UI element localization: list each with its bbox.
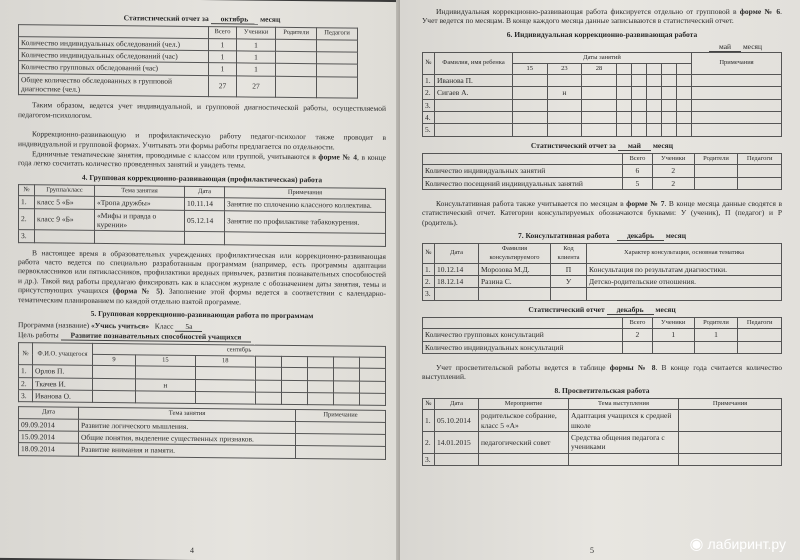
stat2-title: Статистический отчет за май месяц xyxy=(530,140,674,150)
stat3-table: Всего Ученики Родители Педагоги Количество групповых консультаций 2 1 1 Количество индивидуальных консультаций xyxy=(422,317,782,354)
table7-title: 7. Консультативная работа декабрь месяц xyxy=(517,231,687,240)
labirint-logo-icon: ◉ xyxy=(689,536,704,553)
table6-month: май месяц xyxy=(422,42,762,51)
table7: № Дата Фамилия консультируемого Код клиента Характер консультации, основная тематика 1. 10.12.14 Морозова М.Д. П Консультация по результатам диагностики. 2. 18.12.14 Разина С. У Детско-родительские отношения. 3. xyxy=(422,243,782,300)
table5-title: 5. Групповая коррекционно-развивающая работа по программам xyxy=(90,308,314,321)
table6-title: 6. Индивидуальная коррекционно-развивающая работа xyxy=(506,29,698,39)
paragraph: Единичные тематические занятия, проводимые с классом или группой, учитываются в форме № 4, в конце года легко сосчитать количество проведенных занятий и увидеть темы. xyxy=(18,149,386,170)
table4: № Группа/класс Тема занятия Дата Примечания 1. класс 5 «Б» «Тропа дружбы» 10.11.14 Занятие по сплочению классного коллектива. 2. класс 9 «Б» «Мифы и правда о курении» 05.12.14 Занятие по профилактике табакокурения. 3. xyxy=(18,184,386,246)
stat2-table: Всего Ученики Родители Педагоги Количество индивидуальных занятий 6 2 Количество посещений индивидуальных занятий 5 2 xyxy=(422,153,782,190)
paragraph: Консультативная работа также учитывается по месяцам в форме № 7. В конце месяца данные сводятся в статистический отчет. Категории консультируемых обозначаются буквами: У (ученик), П (педагог) и Р (родитель). xyxy=(422,198,782,227)
table4-title: 4. Групповая коррекционно-развивающая (профилактическая) работа xyxy=(81,172,323,184)
watermark xyxy=(690,534,786,554)
right-page xyxy=(400,0,800,560)
paragraph: Коррекционно-развивающую и профилактическую работу педагог-психолог также проводит в индивидуальной и групповой формах. Учитывать эти формы работы предлагается по отдельности. xyxy=(18,129,386,151)
paragraph: В настоящее время в образовательных учреждениях профилактическая или коррекционно-развивающая работа часто ведется по специально разработанным программам (например, есть программы адаптации первоклассников или пятиклассников, профилактики вредных привычек, развития познавательных способностей и др.). Такой вид работы предлагаю фиксировать как в классном журнале с обозначением даты занятия, темы и присутствующих учащихся (форма № 5). Заполнение этой формы ведется в соответствии с календарно-тематическим планированием по каждой отдельно взятой программе. xyxy=(18,247,386,306)
paragraph: Таким образом, ведется учет индивидуальной, и групповой диагностической работы, осуществляемой педагогом-психологом. xyxy=(18,100,386,120)
program-line: Программа (название) «Учись учиться» Класс 5а xyxy=(18,320,386,333)
page-number: 4 xyxy=(190,545,194,555)
table5: № Ф.И.О. учащегося сентябрь 9 15 18 1. Орлов П. 2. Ткачев И. н 3. Иванова О. xyxy=(18,342,386,406)
stat-report-table: Всего Ученики Родители Педагоги Количество индивидуальных обследований (чел.) 1 1 Количество индивидуальных обследований (час) 1 1 Количество групповых обследований (час) 1 1 Общее количество обследованных в групповой диагностике (чел.) 27 27 xyxy=(18,24,358,99)
table6: № Фамилия, имя ребенка Даты занятий Примечания 15 23 28 1. Иванова П. 2. Сигаев А. н 3. 4. 5. xyxy=(422,52,782,137)
page-number: 5 xyxy=(590,546,594,555)
goal-line: Цель работы Развитие познавательных способностей учащихся xyxy=(18,330,386,343)
paragraph: Индивидуальная коррекционно-развивающая работа фиксируется отдельно от групповой в форме № 6. Учет ведется по месяцам. В конце каждого месяца данные записываются в статистический отчет. xyxy=(422,7,782,26)
paragraph: Учет просветительской работы ведется в таблице формы № 8. В конце года считается количество выступлений. xyxy=(422,363,783,382)
table8: № Дата Мероприятие Тема выступления Примечания 1. 05.10.2014 родительское собрание, класс 5 «А» Адаптация учащихся к средней школе 2. 14.01.2015 педагогический совет Средства общения педагога с учениками 3. xyxy=(422,398,782,466)
stat3-title: Статистический отчет декабрь месяц xyxy=(528,304,676,314)
watermark-brand: лабиринт.ру xyxy=(707,536,786,552)
stat-report-title: Статистический отчет за октябрь месяц xyxy=(123,13,281,24)
table8-title: 8. Просветительская работа xyxy=(554,385,650,395)
table5-topics: Дата Тема занятия Примечание 09.09.2014 Развитие логического мышления. 15.09.2014 Общие понятия, выделение существенных признаков. 18.09.2014 Развитие внимания и памяти. xyxy=(18,406,386,459)
